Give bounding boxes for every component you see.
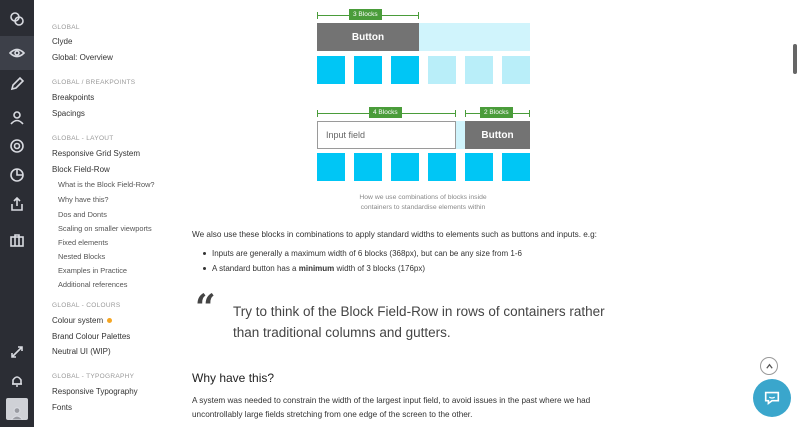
- sidebar-item-breakpoints[interactable]: Breakpoints: [52, 93, 95, 102]
- scroll-to-top-button[interactable]: [760, 357, 778, 375]
- block: [317, 153, 345, 181]
- sidebar-item-global-overview[interactable]: Global: Overview: [52, 53, 113, 62]
- sidebar-subitem[interactable]: Why have this?: [58, 195, 109, 204]
- block: [465, 153, 493, 181]
- avatar[interactable]: [6, 398, 28, 420]
- block: [502, 56, 530, 84]
- chevron-up-icon: [765, 362, 774, 371]
- bullet-text: width of 3 blocks (176px): [334, 264, 426, 273]
- status-dot: [107, 318, 112, 323]
- block: [428, 56, 456, 84]
- section-title: GLOBAL / BREAKPOINTS: [52, 79, 136, 86]
- bullet-emphasis: minimum: [298, 264, 335, 273]
- chat-button[interactable]: [753, 379, 791, 417]
- quote-mark-icon: “: [195, 287, 216, 329]
- sidebar-item-label: Colour system: [52, 316, 104, 325]
- sidebar-item-responsive-grid[interactable]: Responsive Grid System: [52, 149, 141, 158]
- block: [391, 56, 419, 84]
- block: [428, 153, 456, 181]
- caption-line: containers to standardise elements within: [360, 204, 486, 211]
- block: [502, 153, 530, 181]
- sidebar-item-fonts[interactable]: Fonts: [52, 403, 73, 412]
- intro-paragraph: We also use these blocks in combinations to apply standard widths to elements such as buttons and inputs. e.g:: [192, 230, 597, 239]
- logo-icon[interactable]: [0, 2, 34, 36]
- sidebar-subitem[interactable]: Dos and Donts: [58, 210, 107, 219]
- scrollbar-thumb[interactable]: [793, 44, 797, 74]
- block: [391, 153, 419, 181]
- sidebar-item-responsive-typography[interactable]: Responsive Typography: [52, 387, 138, 396]
- empty-container: [419, 23, 530, 51]
- bullet-item: [212, 264, 425, 273]
- diagram-caption: [223, 193, 623, 213]
- block-count-tag: 4 Blocks: [369, 107, 402, 118]
- block-count-tag: 2 Blocks: [480, 107, 513, 118]
- section-title: GLOBAL: [52, 24, 80, 31]
- body-paragraph-line: uncontrollably large fields stretching from one edge of the screen to the other.: [192, 410, 473, 419]
- caption-line: How we use combinations of blocks inside: [359, 194, 487, 201]
- section-title: GLOBAL - TYPOGRAPHY: [52, 373, 135, 380]
- example-input-field: Input field: [317, 121, 456, 149]
- block: [354, 153, 382, 181]
- briefcase-icon[interactable]: [0, 223, 34, 257]
- sidebar-subitem[interactable]: Examples in Practice: [58, 266, 128, 275]
- sidebar-subitem[interactable]: Additional references: [58, 280, 128, 289]
- section-title: GLOBAL - COLOURS: [52, 302, 121, 309]
- gutter: [456, 121, 465, 149]
- sidebar-item-colour-system[interactable]: [52, 316, 112, 325]
- bell-icon[interactable]: [0, 364, 34, 398]
- main-content: [190, 0, 790, 427]
- sidebar-item-spacings[interactable]: Spacings: [52, 109, 85, 118]
- left-icon-rail: [0, 0, 34, 427]
- chat-icon: [763, 389, 781, 407]
- pencil-icon[interactable]: [0, 67, 34, 101]
- quote-line: Try to think of the Block Field-Row in rows of containers rather: [233, 304, 605, 319]
- example-button: Button: [317, 23, 419, 51]
- quote-line: than traditional columns and gutters.: [233, 325, 451, 340]
- section-title: GLOBAL - LAYOUT: [52, 135, 114, 142]
- share-icon[interactable]: [0, 187, 34, 221]
- bullet-text: A standard button has a: [212, 264, 299, 273]
- sidebar-item-block-field-row[interactable]: Block Field-Row: [52, 165, 110, 174]
- sidebar-item-clyde[interactable]: Clyde: [52, 37, 73, 46]
- sidebar-item-neutral-ui[interactable]: Neutral UI (WIP): [52, 347, 111, 356]
- sidebar-subitem[interactable]: Fixed elements: [58, 238, 109, 247]
- sidebar-item-brand-colour[interactable]: Brand Colour Palettes: [52, 332, 131, 341]
- example-button: Button: [465, 121, 530, 149]
- block-count-tag: 3 Blocks: [349, 9, 382, 20]
- block: [317, 56, 345, 84]
- bullet-item: Inputs are generally a maximum width of 6 blocks (368px), but can be any size from 1-6: [212, 249, 522, 258]
- block: [465, 56, 493, 84]
- sidebar-subitem[interactable]: Nested Blocks: [58, 252, 106, 261]
- pull-quote: [233, 301, 605, 343]
- sidebar-nav: [34, 0, 189, 427]
- body-paragraph-line: A system was needed to constrain the width of the largest input field, to avoid issues in the past where we had: [192, 396, 591, 405]
- sidebar-subitem[interactable]: What is the Block Field-Row?: [58, 180, 155, 189]
- eye-icon[interactable]: [0, 36, 34, 70]
- section-heading: Why have this?: [192, 371, 275, 385]
- sidebar-subitem[interactable]: Scaling on smaller viewports: [58, 224, 152, 233]
- block: [354, 56, 382, 84]
